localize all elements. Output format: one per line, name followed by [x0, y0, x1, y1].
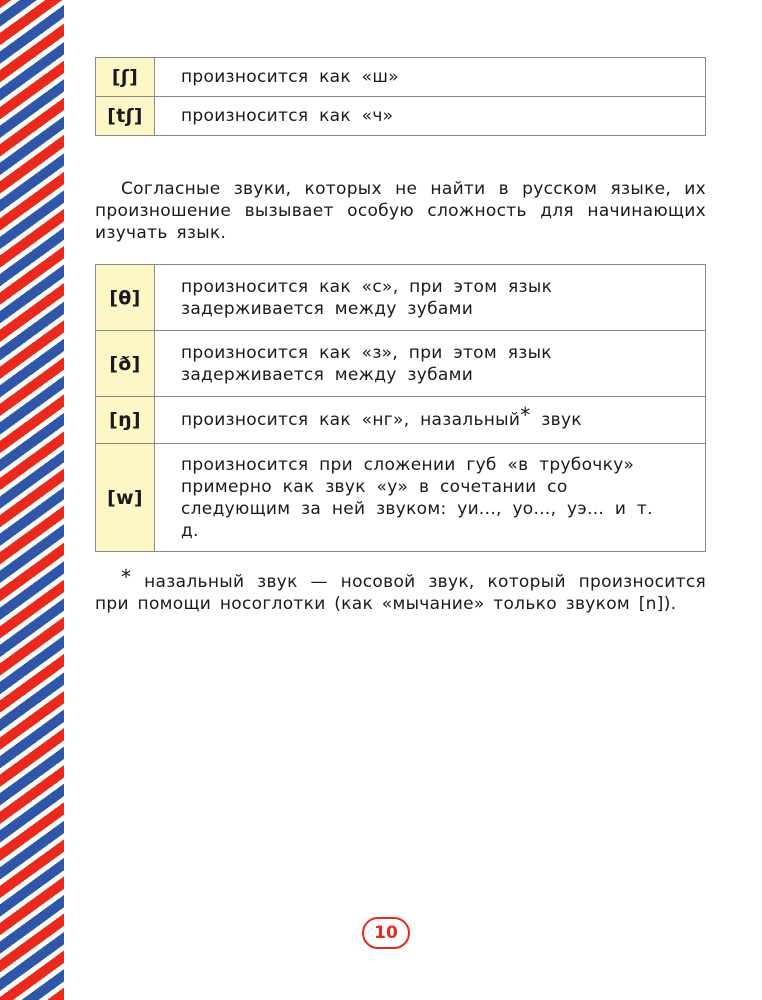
table-row: [96, 331, 706, 397]
phonetic-symbol: [θ]: [96, 265, 155, 331]
pronunciation-description: произносится как «с», при этом язык задерживается между зубами: [155, 265, 706, 331]
table-row: [96, 397, 706, 444]
footnote-text: назальный звук — носовой звук, который произносится при помощи носоглотки (как «мычание» только звуком [n]).: [95, 572, 706, 614]
phonetic-symbol: [ð]: [96, 331, 155, 397]
consonant-table-2: [95, 264, 706, 552]
consonant-table-1: [95, 57, 706, 136]
table-row: [96, 58, 706, 97]
pronunciation-description: произносится как «ш»: [155, 58, 706, 97]
footnote-marker: *: [121, 565, 132, 589]
pronunciation-description: произносится при сложении губ «в трубочку» примерно как звук «у» в сочетании со следующим за ней звуком: уи..., уо..., уэ... и т. д.: [155, 444, 706, 552]
footnote-marker: *: [520, 403, 531, 427]
footnote-paragraph: [95, 565, 706, 615]
table-row: [96, 444, 706, 552]
table-row: [96, 97, 706, 136]
description-text-end: звук: [530, 410, 582, 430]
phonetic-symbol: [ʃ]: [96, 58, 155, 97]
intro-paragraph: Согласные звуки, которых не найти в русском языке, их произношение вызывает особую сложность для начинающих изучать язык.: [95, 179, 706, 243]
description-text: произносится как «нг», назальный: [181, 410, 521, 430]
pronunciation-description: [155, 397, 706, 444]
table-row: [96, 265, 706, 331]
phonetic-symbol: [ŋ]: [96, 397, 155, 444]
page-number: 10: [362, 917, 410, 949]
pronunciation-description: произносится как «з», при этом язык задерживается между зубами: [155, 331, 706, 397]
phonetic-symbol: [tʃ]: [96, 97, 155, 136]
pronunciation-description: произносится как «ч»: [155, 97, 706, 136]
phonetic-symbol: [w]: [96, 444, 155, 552]
decorative-stripe-border: [0, 0, 64, 1000]
